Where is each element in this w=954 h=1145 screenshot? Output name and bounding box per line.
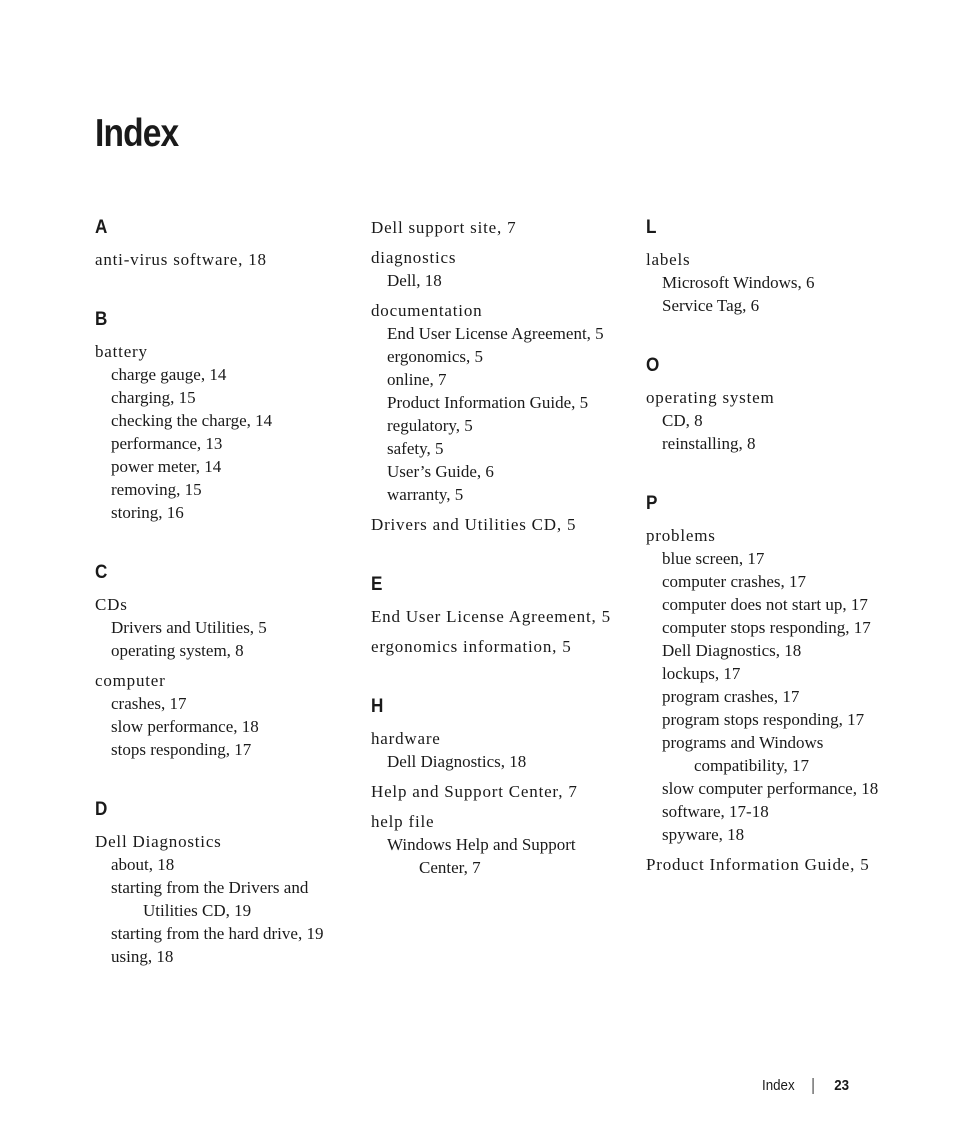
index-entry [371, 513, 621, 536]
index-subentry: safety, 5 [387, 439, 444, 458]
index-subentry: spyware, 18 [662, 825, 745, 844]
index-subentry: computer does not start up, 17 [662, 595, 868, 614]
index-subentry: storing, 16 [111, 503, 184, 522]
index-subentry: User’s Guide, 6 [387, 462, 494, 481]
section-letter: L [646, 217, 657, 238]
index-subentry: End User License Agreement, 5 [387, 324, 604, 343]
index-entry [646, 853, 906, 876]
index-subentry: Product Information Guide, 5 [387, 393, 589, 412]
index-section [646, 216, 906, 317]
index-subentry: warranty, 5 [387, 485, 464, 504]
section-letter: O [646, 355, 660, 376]
index-subentry: CD, 8 [662, 411, 703, 430]
index-column-1 [95, 216, 340, 1005]
index-subentry: performance, 13 [111, 434, 223, 453]
index-subentry: checking the charge, 14 [111, 411, 273, 430]
index-section [646, 354, 906, 455]
index-section [95, 308, 340, 524]
index-column-2 [371, 216, 621, 916]
index-term: End User License Agreement, 5 [371, 607, 611, 626]
index-term: CDs [95, 595, 128, 614]
index-term: help file [371, 812, 435, 831]
index-entry [371, 246, 621, 292]
index-entry [371, 780, 621, 803]
index-entry [371, 635, 621, 658]
index-term: Drivers and Utilities CD, 5 [371, 515, 577, 534]
index-term: hardware [371, 729, 441, 748]
index-subentry: Dell Diagnostics, 18 [387, 752, 527, 771]
page-footer [762, 1076, 849, 1096]
index-entry [95, 593, 340, 662]
index-entry [371, 727, 621, 773]
index-term: anti-virus software, 18 [95, 250, 267, 269]
index-subentry: Dell Diagnostics, 18 [662, 641, 802, 660]
index-term: computer [95, 671, 166, 690]
index-section [646, 492, 906, 876]
index-term: Dell support site, 7 [371, 218, 517, 237]
section-letter: E [371, 574, 383, 595]
index-section [95, 561, 340, 761]
index-entry [95, 669, 340, 761]
section-letter: A [95, 217, 108, 238]
index-subentry: computer stops responding, 17 [662, 618, 871, 637]
index-subentry: removing, 15 [111, 480, 202, 499]
index-column-3 [646, 216, 906, 913]
index-subentry: programs and Windows compatibility, 17 [662, 733, 824, 775]
index-term: ergonomics information, 5 [371, 637, 572, 656]
index-entry [95, 340, 340, 524]
page-title: Index [95, 112, 179, 155]
index-term: labels [646, 250, 691, 269]
index-section [95, 798, 340, 968]
section-letter: D [95, 799, 108, 820]
index-subentry: starting from the Drivers and Utilities CD, 19 [111, 878, 309, 920]
index-entry [646, 248, 906, 317]
section-letter: B [95, 309, 108, 330]
index-term: diagnostics [371, 248, 457, 267]
index-term: operating system [646, 388, 775, 407]
index-subentry: charging, 15 [111, 388, 196, 407]
index-entry [371, 216, 621, 239]
page-number: 23 [834, 1078, 850, 1094]
index-subentry: regulatory, 5 [387, 416, 473, 435]
index-subentry: power meter, 14 [111, 457, 222, 476]
index-subentry: program stops responding, 17 [662, 710, 865, 729]
index-entry [371, 810, 621, 879]
index-subentry: slow performance, 18 [111, 717, 259, 736]
index-entry [371, 605, 621, 628]
index-subentry: blue screen, 17 [662, 549, 765, 568]
index-subentry: software, 17-18 [662, 802, 769, 821]
index-subentry: Service Tag, 6 [662, 296, 760, 315]
index-section [371, 216, 621, 536]
index-entry [646, 524, 906, 846]
index-subentry: computer crashes, 17 [662, 572, 806, 591]
index-entry [95, 248, 340, 271]
index-entry [646, 386, 906, 455]
index-subentry: operating system, 8 [111, 641, 244, 660]
index-subentry: slow computer performance, 18 [662, 779, 879, 798]
index-subentry: Windows Help and Support Center, 7 [387, 835, 576, 877]
index-subentry: Dell, 18 [387, 271, 442, 290]
index-subentry: ergonomics, 5 [387, 347, 484, 366]
section-letter: H [371, 696, 384, 717]
index-subentry: Microsoft Windows, 6 [662, 273, 815, 292]
section-letter: C [95, 562, 108, 583]
footer-label: Index [762, 1078, 795, 1094]
index-subentry: online, 7 [387, 370, 447, 389]
index-subentry: stops responding, 17 [111, 740, 252, 759]
index-subentry: starting from the hard drive, 19 [111, 924, 324, 943]
index-subentry: crashes, 17 [111, 694, 187, 713]
index-term: battery [95, 342, 148, 361]
index-term: Dell Diagnostics [95, 832, 222, 851]
index-section [95, 216, 340, 271]
footer-divider [813, 1078, 814, 1094]
index-entry [371, 299, 621, 506]
index-subentry: about, 18 [111, 855, 175, 874]
index-entry [95, 830, 340, 968]
index-term: Product Information Guide, 5 [646, 855, 870, 874]
index-subentry: using, 18 [111, 947, 174, 966]
index-term: documentation [371, 301, 483, 320]
index-subentry: reinstalling, 8 [662, 434, 756, 453]
section-letter: P [646, 493, 658, 514]
index-subentry: Drivers and Utilities, 5 [111, 618, 267, 637]
index-subentry: program crashes, 17 [662, 687, 800, 706]
index-section [371, 695, 621, 879]
index-term: Help and Support Center, 7 [371, 782, 578, 801]
index-section [371, 573, 621, 658]
index-term: problems [646, 526, 716, 545]
index-subentry: lockups, 17 [662, 664, 741, 683]
index-subentry: charge gauge, 14 [111, 365, 227, 384]
